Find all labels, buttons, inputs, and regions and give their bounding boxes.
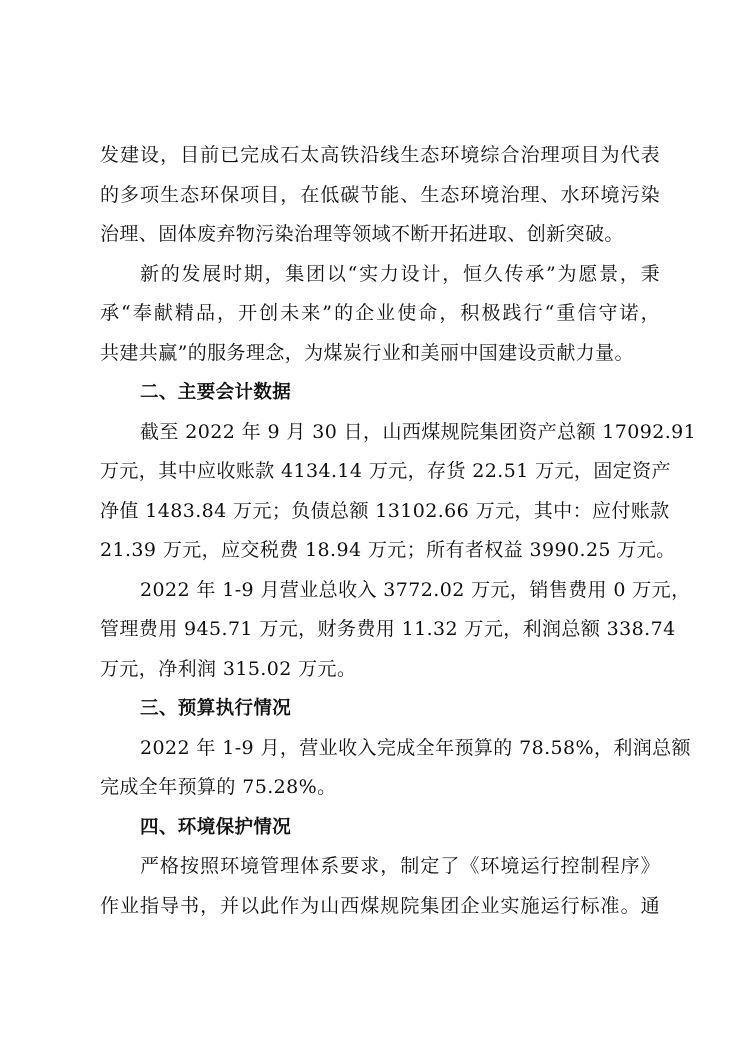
paragraph-environment — [100, 847, 660, 926]
text-line: 的多项生态环保项目，在低碳节能、生态环境治理、水环境污染 — [100, 183, 660, 206]
section-heading-environmental-protection: 四、环境保护情况 — [140, 816, 292, 838]
text-line: 承“奉献精品，开创未来”的企业使命，积极践行“重信守诺， — [100, 302, 660, 324]
section-heading-accounting-data: 二、主要会计数据 — [140, 382, 292, 403]
text-line: 发建设，目前已完成石太高铁沿线生态环境综合治理项目为代表 — [100, 144, 660, 166]
text-line: 严格按照环境管理体系要求，制定了《环境运行控制程序》 — [140, 855, 660, 877]
document-body — [100, 136, 697, 926]
paragraph-balance-sheet — [100, 413, 697, 571]
paragraph-intro-continuation — [100, 136, 660, 255]
text-line: 截至 2022 年 9 月 30 日，山西煤规院集团资产总额 17092.91 — [140, 420, 697, 443]
section-heading-budget-execution: 三、预算执行情况 — [140, 698, 292, 719]
text-line: 新的发展时期，集团以“实力设计，恒久传承”为愿景，秉 — [140, 262, 660, 285]
text-line: 共建共赢”的服务理念，为煤炭行业和美丽中国建设贡献力量。 — [100, 341, 634, 364]
text-line: 作业指导书，并以此作为山西煤规院集团企业实施运行标准。通 — [100, 894, 660, 917]
paragraph-vision — [100, 255, 660, 374]
text-line: 万元，其中应收账款 4134.14 万元，存货 22.51 万元，固定资产 — [100, 460, 671, 482]
text-line: 万元，净利润 315.02 万元。 — [100, 657, 357, 680]
text-line: 净值 1483.84 万元；负债总额 13102.66 万元，其中：应付账款 — [100, 499, 670, 522]
text-line: 2022 年 1-9 月营业总收入 3772.02 万元，销售费用 0 万元， — [140, 578, 691, 601]
text-line: 完成全年预算的 75.28%。 — [100, 776, 337, 798]
text-line: 2022 年 1-9 月，营业收入完成全年预算的 78.58%，利润总额 — [140, 736, 691, 759]
text-line: 治理、固体废弃物污染治理等领域不断开拓进取、创新突破。 — [100, 223, 624, 245]
paragraph-budget — [100, 729, 691, 808]
paragraph-income-statement — [100, 571, 691, 690]
text-line: 管理费用 945.71 万元，财务费用 11.32 万元，利润总额 338.74 — [100, 618, 676, 640]
text-line: 21.39 万元，应交税费 18.94 万元；所有者权益 3990.25 万元。 — [100, 539, 676, 561]
